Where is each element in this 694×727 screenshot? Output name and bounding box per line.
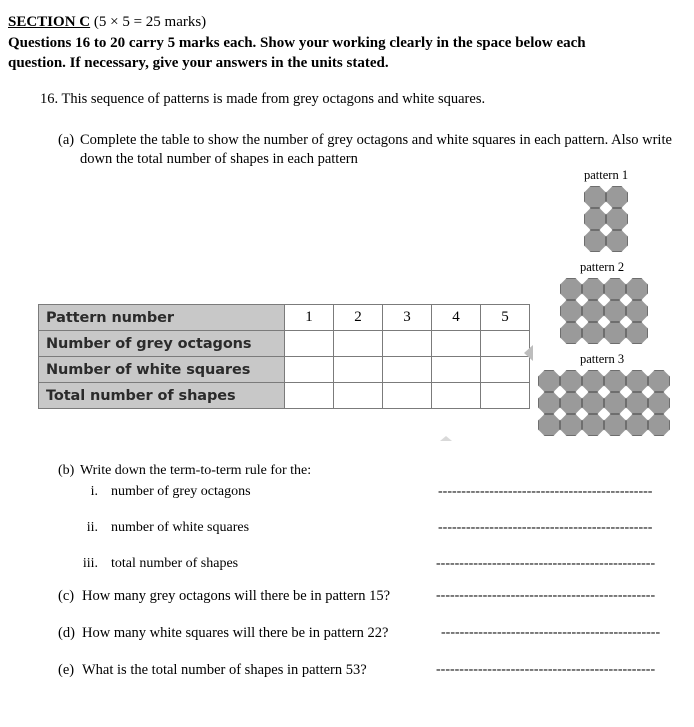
- table-header-cell: 3: [383, 305, 432, 331]
- part-c-answer-line[interactable]: -----------------------------------------------: [436, 588, 656, 603]
- table-answer-cell[interactable]: [285, 357, 334, 383]
- table-answer-cell[interactable]: [432, 331, 481, 357]
- part-e-label: (e): [58, 662, 75, 678]
- question-number: 16.: [40, 91, 59, 107]
- question-stem: [40, 90, 485, 109]
- part-c: [58, 588, 694, 624]
- table-answer-cell[interactable]: [334, 357, 383, 383]
- pattern-3-caption: pattern 3: [580, 352, 625, 366]
- part-d-label: (d): [58, 625, 75, 641]
- table-answer-cell[interactable]: [383, 331, 432, 357]
- section-instructions: Questions 16 to 20 carry 5 marks each. Show your working clearly in the space below each question. If necessary, give your answers in the units stated.: [8, 35, 586, 71]
- table-answer-cell[interactable]: [432, 383, 481, 409]
- part-b-item-i-answer-line[interactable]: ----------------------------------------------: [438, 484, 653, 499]
- table-row: [39, 331, 530, 357]
- triangle-up-marker-icon: [440, 436, 452, 441]
- grey-octagon: [648, 414, 670, 436]
- table-row: [39, 357, 530, 383]
- table-answer-cell[interactable]: [285, 331, 334, 357]
- pattern-group-2: [530, 260, 694, 344]
- part-a: [58, 131, 680, 169]
- table-header-cell: 5: [481, 305, 530, 331]
- part-b-item-i-text: number of grey octagons: [111, 484, 251, 499]
- pattern-2-caption: pattern 2: [580, 260, 625, 274]
- table-row-label: Total number of shapes: [39, 383, 285, 409]
- part-e-text: What is the total number of shapes in pattern 53?: [82, 662, 367, 678]
- part-b-text: Write down the term-to-term rule for the:: [80, 463, 312, 478]
- pattern-3-grid: [538, 370, 670, 436]
- grey-octagon: [606, 230, 628, 252]
- table-row-label: Number of white squares: [39, 357, 285, 383]
- part-a-label: (a): [58, 132, 75, 148]
- section-marks: (5 × 5 = 25 marks): [93, 14, 207, 30]
- part-b-label: (b): [58, 463, 75, 478]
- part-b: [58, 462, 694, 591]
- pattern-1-grid: [584, 186, 628, 252]
- part-c-text: How many grey octagons will there be in pattern 15?: [82, 588, 391, 604]
- part-d-text: How many white squares will there be in pattern 22?: [82, 625, 389, 641]
- part-e-answer-line[interactable]: -----------------------------------------------: [436, 662, 656, 677]
- table-row-label: Pattern number: [39, 305, 285, 331]
- part-b-item-ii-text: number of white squares: [111, 520, 250, 535]
- pattern-table: [38, 304, 530, 409]
- part-b-item-i-numeral: i.: [90, 484, 98, 499]
- table-answer-cell[interactable]: [334, 383, 383, 409]
- table-row: [39, 383, 530, 409]
- pattern-2-grid: [560, 278, 648, 344]
- part-d-answer-line[interactable]: -----------------------------------------------: [441, 625, 661, 640]
- part-b-item-iii-text: total number of shapes: [111, 556, 239, 571]
- triangle-left-marker-icon: [524, 345, 533, 361]
- table-answer-cell[interactable]: [481, 331, 530, 357]
- part-b-heading: [58, 462, 694, 480]
- section-heading: [8, 12, 648, 32]
- table-row-label: Number of grey octagons: [39, 331, 285, 357]
- part-b-item-ii-numeral: ii.: [86, 520, 98, 535]
- part-b-item-i: [58, 483, 694, 519]
- part-e: [58, 662, 694, 698]
- table-header-cell: 4: [432, 305, 481, 331]
- pattern-1-caption: pattern 1: [584, 168, 629, 182]
- part-a-text: Complete the table to show the number of grey octagons and white squares in each pattern. Also write down the total number of shapes in each pattern: [80, 132, 672, 167]
- table-answer-cell[interactable]: [383, 383, 432, 409]
- pattern-group-1: [530, 168, 694, 252]
- grey-octagon: [626, 322, 648, 344]
- exam-header: [8, 12, 648, 73]
- table-header-cell: 2: [334, 305, 383, 331]
- table-header-cell: 1: [285, 305, 334, 331]
- section-label: SECTION C: [8, 14, 91, 30]
- question-stem-text: This sequence of patterns is made from grey octagons and white squares.: [61, 91, 486, 107]
- part-d: [58, 625, 694, 661]
- table-answer-cell[interactable]: [383, 357, 432, 383]
- part-c-label: (c): [58, 588, 75, 604]
- table-answer-cell[interactable]: [481, 357, 530, 383]
- pattern-diagrams: [530, 168, 694, 436]
- part-b-item-iii: [58, 555, 694, 591]
- pattern-group-3: [530, 352, 694, 436]
- part-b-item-ii-answer-line[interactable]: ----------------------------------------------: [438, 520, 653, 535]
- part-b-item-ii: [58, 519, 694, 555]
- table-answer-cell[interactable]: [432, 357, 481, 383]
- table-answer-cell[interactable]: [285, 383, 334, 409]
- part-b-item-iii-numeral: iii.: [82, 556, 98, 571]
- table-answer-cell[interactable]: [334, 331, 383, 357]
- table-answer-cell[interactable]: [481, 383, 530, 409]
- table-row: [39, 305, 530, 331]
- part-b-item-iii-answer-line[interactable]: -----------------------------------------------: [436, 556, 656, 571]
